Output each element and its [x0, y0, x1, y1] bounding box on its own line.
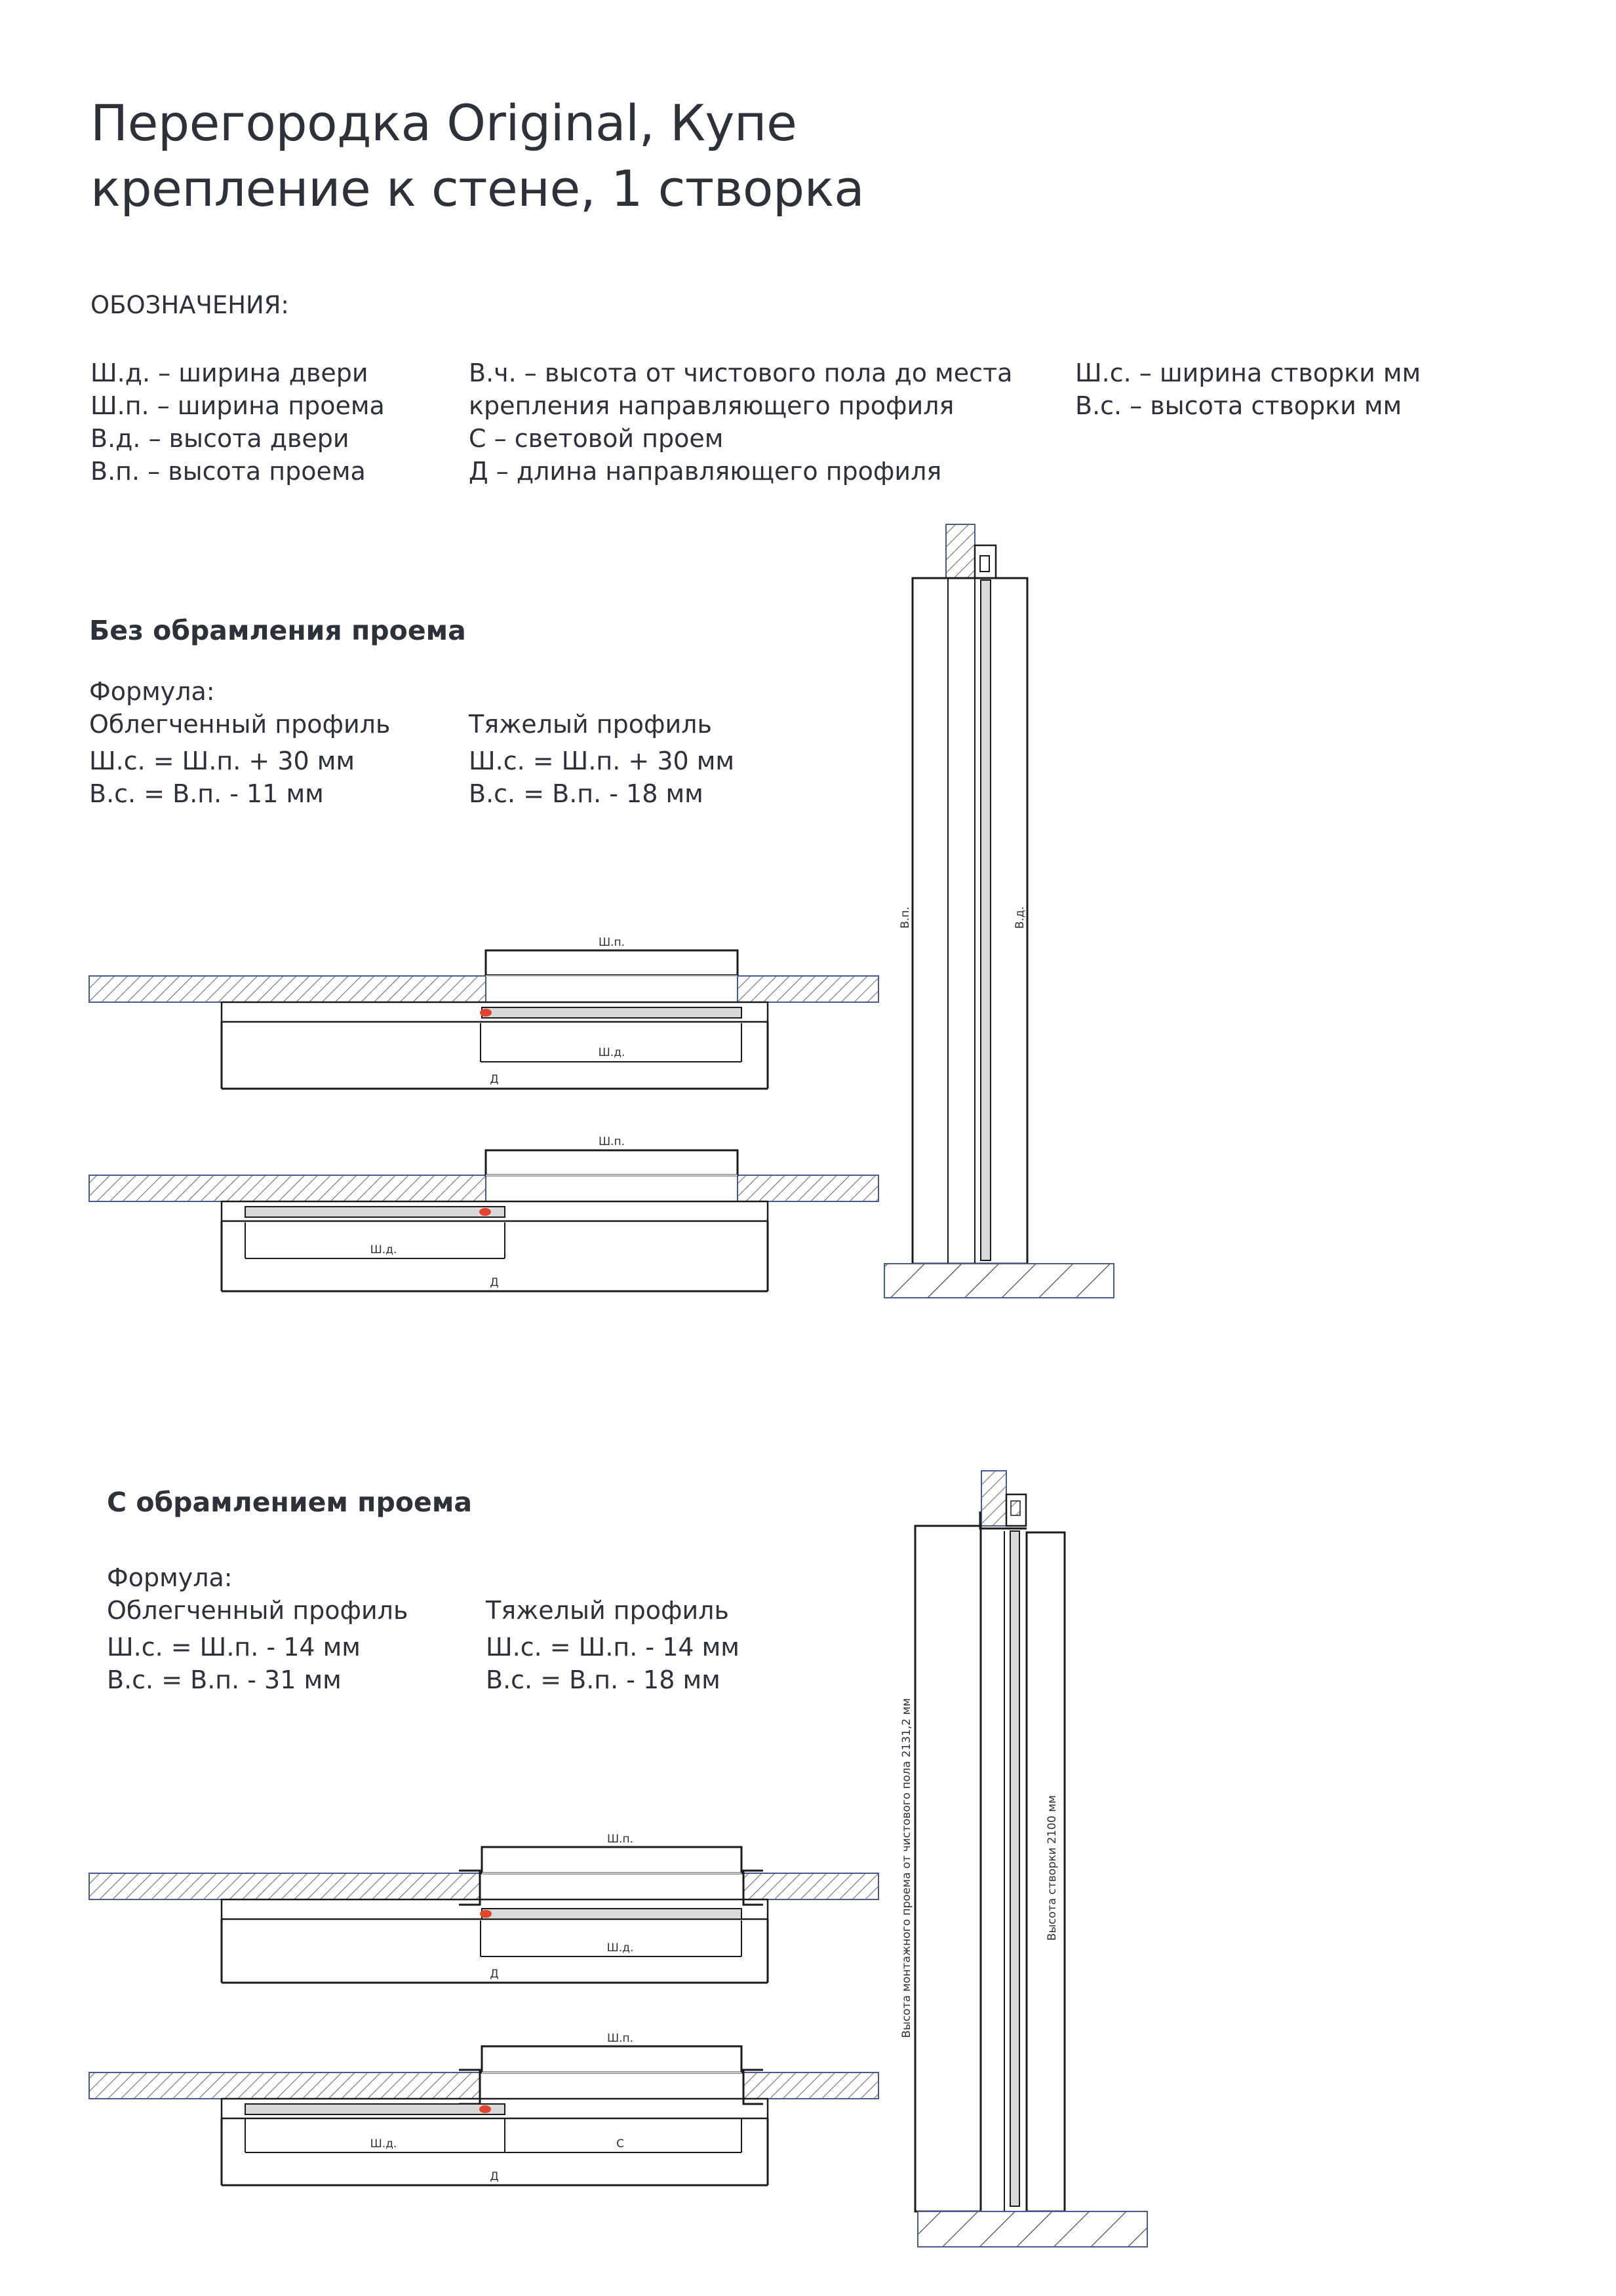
roller-icon — [479, 2105, 491, 2113]
legend-item: В.п. – высота проема — [90, 457, 366, 486]
legend-item: Ш.п. – ширина проема — [90, 391, 385, 420]
profile-length-label: Д — [490, 2170, 499, 2183]
elevation-section-no-frame — [884, 524, 1114, 1298]
door-width-label: Ш.д. — [370, 1243, 397, 1256]
legend-item: С – световой проем — [469, 424, 724, 453]
formula-width: Ш.с. = Ш.п. - 14 мм — [107, 1633, 361, 1662]
legend-item: крепления направляющего профиля — [469, 391, 955, 420]
legend-item: Ш.д. – ширина двери — [90, 359, 368, 387]
opening-height-label: В.п. — [899, 906, 912, 929]
door-width-label: Ш.д. — [598, 1046, 625, 1059]
plan-view-no-frame-open — [89, 1135, 878, 1291]
formula-width: Ш.с. = Ш.п. + 30 мм — [469, 747, 735, 775]
plan-view-with-frame-closed — [89, 1833, 878, 1983]
roller-icon — [479, 1208, 491, 1216]
opening-width-label: Ш.п. — [606, 2032, 634, 2045]
profile-length-label: Д — [490, 1968, 499, 1981]
plan-view-no-frame-closed — [89, 936, 878, 1089]
formula-profile-label: Тяжелый профиль — [486, 1596, 729, 1625]
formula-label: Формула: — [107, 1563, 233, 1592]
legend-heading: ОБОЗНАЧЕНИЯ: — [90, 291, 289, 319]
profile-length-label: Д — [490, 1073, 499, 1086]
formula-height: В.с. = В.п. - 11 мм — [89, 779, 324, 808]
legend-item: В.д. – высота двери — [90, 424, 349, 453]
formula-width: Ш.с. = Ш.п. + 30 мм — [89, 747, 355, 775]
title-line-1: Перегородка Original, Купе — [90, 94, 797, 152]
formula-height: В.с. = В.п. - 18 мм — [469, 779, 703, 808]
formula-label: Формула: — [89, 677, 215, 706]
formula-profile-label: Тяжелый профиль — [469, 710, 712, 739]
title-line-2: крепление к стене, 1 створка — [90, 159, 865, 218]
section-title-no-frame: Без обрамления проема — [89, 615, 466, 646]
legend-item: Ш.с. – ширина створки мм — [1075, 359, 1421, 387]
door-width-label: Ш.д. — [370, 2137, 397, 2150]
opening-width-label: Ш.п. — [598, 1135, 625, 1148]
door-width-label: Ш.д. — [606, 1941, 634, 1955]
light-opening-label: С — [616, 2137, 624, 2150]
formula-width: Ш.с. = Ш.п. - 14 мм — [486, 1633, 739, 1662]
elevation-section-with-frame — [900, 1471, 1147, 2247]
roller-icon — [480, 1009, 492, 1017]
legend-item: В.с. – высота створки мм — [1075, 391, 1402, 420]
roller-icon — [480, 1910, 492, 1918]
section-title-with-frame: С обрамлением проема — [107, 1487, 473, 1518]
formula-height: В.с. = В.п. - 31 мм — [107, 1665, 342, 1694]
door-height-label: В.д. — [1014, 906, 1027, 929]
legend-item: В.ч. – высота от чистового пола до места — [469, 359, 1013, 387]
formula-profile-label: Облегченный профиль — [107, 1596, 408, 1625]
opening-width-label: Ш.п. — [606, 1833, 634, 1846]
plan-view-with-frame-open — [89, 2032, 878, 2185]
mount-height-label: Высота монтажного проема от чистового пола 2131,2 мм — [900, 1698, 913, 2038]
legend-item: Д – длина направляющего профиля — [469, 457, 942, 486]
formula-profile-label: Облегченный профиль — [89, 710, 391, 739]
opening-width-label: Ш.п. — [598, 936, 625, 949]
profile-length-label: Д — [490, 1276, 499, 1289]
formula-height: В.с. = В.п. - 18 мм — [486, 1665, 720, 1694]
sash-height-label: Высота створки 2100 мм — [1046, 1795, 1059, 1941]
